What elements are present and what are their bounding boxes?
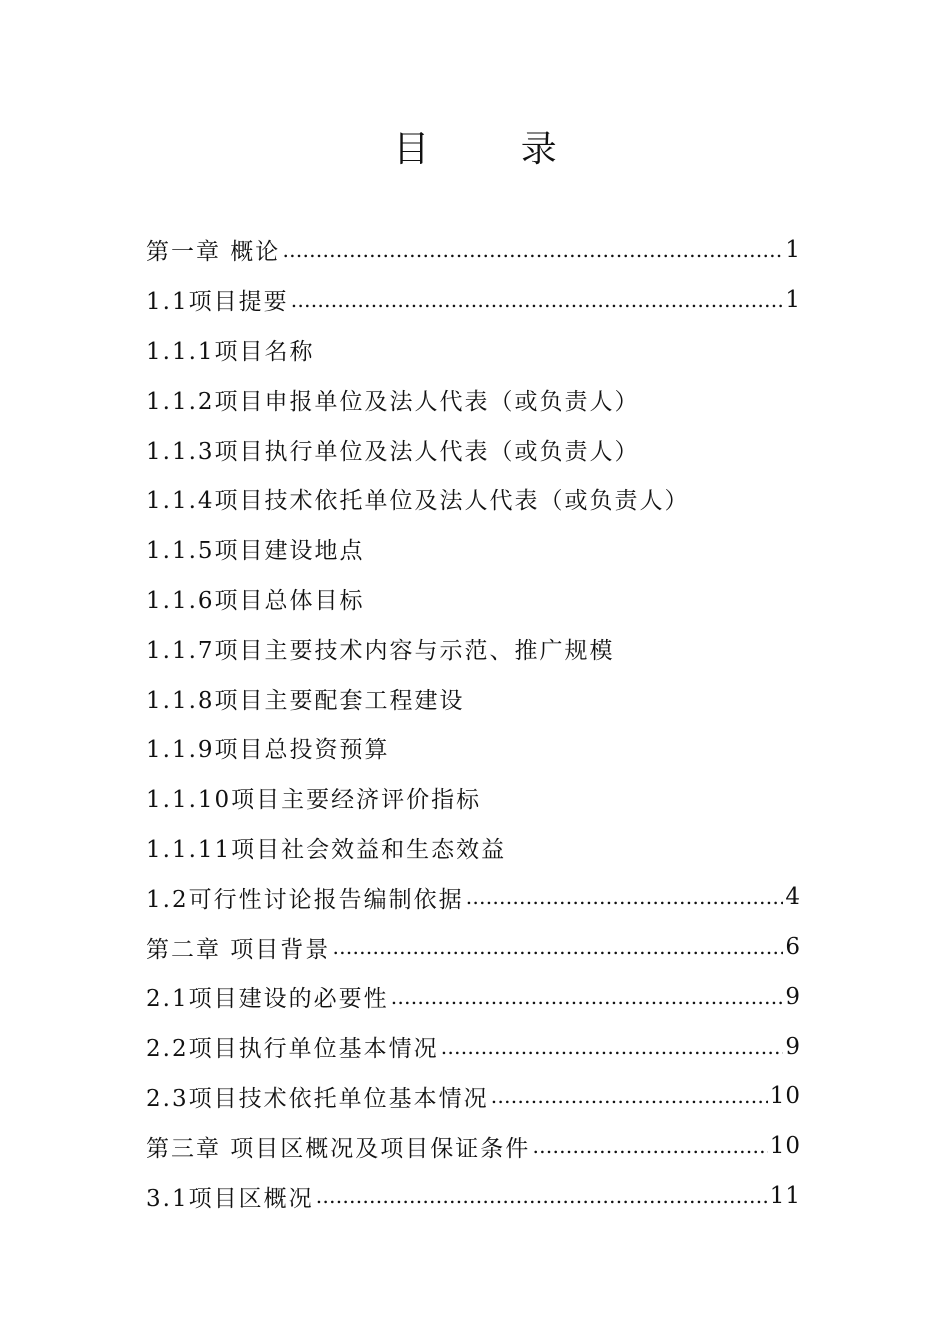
toc-entry[interactable] (146, 574, 801, 624)
toc-entry-label: 第一章 概论 (146, 239, 281, 266)
toc-entry-label: 2.2项目执行单位基本情况 (146, 1036, 439, 1063)
toc-entry-label: 1.1.2项目申报单位及法人代表（或负责人） (146, 388, 640, 415)
toc-entry[interactable] (146, 1072, 801, 1122)
toc-entry[interactable] (146, 823, 801, 873)
toc-entry[interactable] (146, 275, 801, 325)
toc-entry-label: 1.1.1项目名称 (146, 338, 315, 365)
toc-entry[interactable] (146, 1121, 801, 1171)
toc-page-number: 1 (785, 286, 801, 313)
toc-entry[interactable] (146, 673, 801, 723)
toc-entry-label: 1.1.4项目技术依托单位及法人代表（或负责人） (146, 488, 690, 515)
toc-entry[interactable] (146, 474, 801, 524)
table-of-contents (146, 225, 801, 1221)
toc-entry-label: 1.1.10项目主要经济评价指标 (146, 787, 482, 814)
toc-entry[interactable] (146, 524, 801, 574)
toc-entry-label: 1.1项目提要 (146, 289, 289, 316)
toc-entry-label: 1.1.3项目执行单位及法人代表（或负责人） (146, 438, 640, 465)
toc-page-number: 6 (785, 934, 801, 961)
toc-entry[interactable] (146, 374, 801, 424)
toc-entry-label: 第三章 项目区概况及项目保证条件 (146, 1135, 531, 1162)
toc-entry-label: 2.1项目建设的必要性 (146, 986, 389, 1013)
toc-page-number: 4 (785, 884, 801, 911)
toc-entry-label: 1.1.5项目建设地点 (146, 538, 365, 565)
toc-dot-leader (530, 1134, 767, 1158)
toc-entry[interactable] (146, 325, 801, 375)
toc-entry-label: 3.1项目区概况 (146, 1185, 314, 1212)
page-title: 目 录 (393, 129, 597, 170)
toc-entry-label: 第二章 项目背景 (146, 936, 331, 963)
toc-entry[interactable] (146, 773, 801, 823)
toc-entry-label: 1.2可行性讨论报告编制依据 (146, 886, 464, 913)
toc-dot-leader (280, 238, 783, 262)
toc-entry-label: 1.1.9项目总投资预算 (146, 737, 390, 764)
toc-entry[interactable] (146, 1171, 801, 1221)
toc-entry[interactable] (146, 723, 801, 773)
toc-entry[interactable] (146, 225, 801, 275)
toc-page-number: 1 (785, 236, 801, 263)
toc-page-number: 10 (769, 1133, 801, 1160)
toc-entry[interactable] (146, 424, 801, 474)
toc-dot-leader (464, 885, 784, 909)
toc-dot-leader (389, 985, 784, 1009)
toc-entry[interactable] (146, 972, 801, 1022)
toc-dot-leader (289, 288, 784, 312)
toc-page-number: 9 (785, 983, 801, 1010)
toc-entry-label: 2.3项目技术依托单位基本情况 (146, 1085, 489, 1112)
toc-page-number: 11 (769, 1183, 801, 1210)
toc-entry-label: 1.1.7项目主要技术内容与示范、推广规模 (146, 637, 615, 664)
toc-entry[interactable] (146, 623, 801, 673)
toc-dot-leader (439, 1035, 784, 1059)
toc-entry-label: 1.1.8项目主要配套工程建设 (146, 687, 465, 714)
toc-page-number: 10 (769, 1083, 801, 1110)
toc-entry[interactable] (146, 922, 801, 972)
toc-page-number: 9 (785, 1033, 801, 1060)
toc-entry-label: 1.1.6项目总体目标 (146, 587, 365, 614)
toc-entry[interactable] (146, 872, 801, 922)
toc-entry[interactable] (146, 1022, 801, 1072)
toc-dot-leader (314, 1184, 768, 1208)
toc-dot-leader (489, 1084, 768, 1108)
toc-entry-label: 1.1.11项目社会效益和生态效益 (146, 836, 507, 863)
toc-dot-leader (330, 935, 783, 959)
